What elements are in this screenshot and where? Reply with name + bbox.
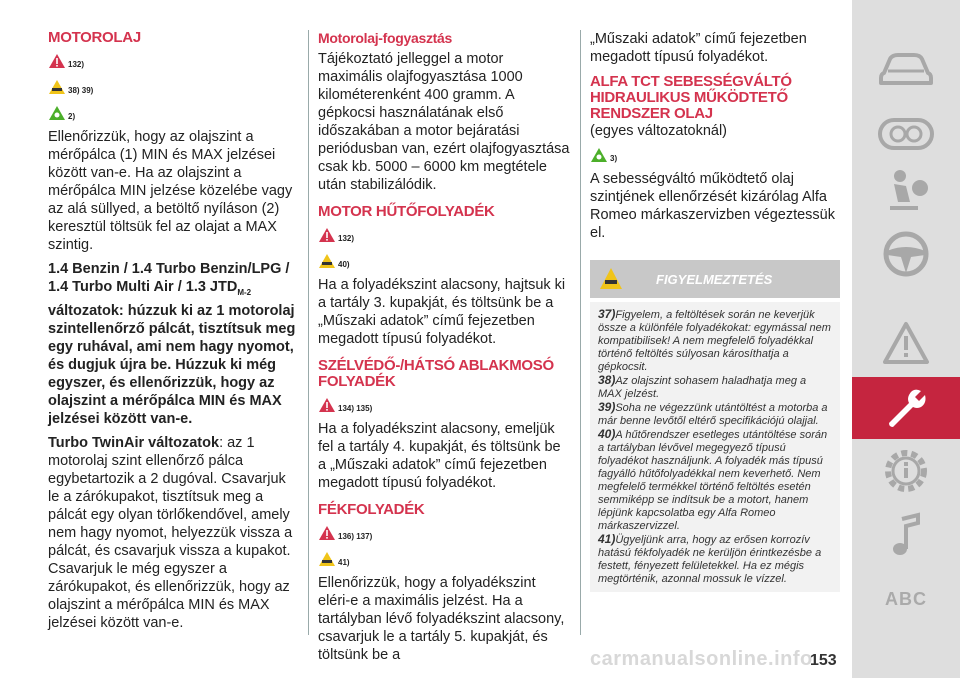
caution-ref-row: [318, 250, 570, 272]
paragraph: Ellenőrizzük, hogy a folyadékszint eléri-e a maximális jelzést. Ha a tartályban lévő folyadékszint alacsony, csavarjuk le a tartály 5. kupakját, és töltsünk be a: [318, 575, 565, 663]
note-item: [598, 428, 832, 533]
car-icon: [876, 49, 936, 89]
column-divider: [580, 30, 581, 635]
steering-wheel-icon: [881, 229, 931, 279]
dashboard-gauges-icon: [876, 114, 936, 154]
section-title-oil-consumption: Motorolaj-fogyasztás: [318, 30, 453, 46]
sidebar-item-technical-data[interactable]: [852, 440, 960, 502]
caution-ref-row: [48, 76, 296, 98]
note-text: Figyelem, a feltöltések során ne keverjük össze a különféle folyadékokat: egymással nem kompatibilisek! A nem megfelelő folyadékkal történő feltöltés súlyosan károsíthatja a gépkocsit.: [598, 309, 831, 373]
warning-box-header: [590, 260, 840, 298]
twinair-text: : az 1 motorolaj szint ellenőrző pálca egybetartozik a 2 dugóval. Csavarjuk le a zárókupakot, tisztítsuk meg a pálcát egy olyan törlőkendővel, amely nem hagy nyomot, helyezzük vissza a pálcát, és csavarjuk vissza a kupakot. Csavarjuk le még egyszer a zárókupakot, és ellenőrizzük, hogy az olajszint a mérőpálca MIN és MAX jelzései között van-e.: [48, 434, 293, 631]
music-note-icon: [886, 511, 926, 561]
sidebar-item-driving[interactable]: [852, 223, 960, 285]
red-warning-triangle-icon: [48, 53, 66, 69]
sidebar-item-multimedia[interactable]: [852, 505, 960, 567]
section-title-tct-oil: ALFA TCT SEBESSÉGVÁLTÓ HIDRAULIKUS MŰKÖDTETŐ RENDSZER OLAJ: [590, 73, 792, 122]
section-title-brake-fluid: FÉKFOLYADÉK: [318, 501, 425, 518]
section-title-coolant: MOTOR HŰTŐFOLYADÉK: [318, 203, 495, 220]
footnote-refs: 3): [610, 153, 618, 163]
index-abc-label: ABC: [885, 588, 927, 609]
footnote-refs: 132): [68, 59, 85, 69]
column-2: [318, 30, 570, 664]
note-number: 39): [598, 400, 616, 414]
paragraph: Ha a folyadékszint alacsony, emeljük fel a tartály 4. kupakját, és töltsünk be a „Műszaki adatok” című fejezetben megadott típusú folyadékot.: [318, 421, 561, 491]
models-heading: [48, 260, 296, 302]
column-divider: [308, 30, 309, 635]
note-item: [598, 533, 832, 586]
note-text: Ügyeljünk arra, hogy az erősen korrozív hatású fékfolyadék ne kerüljön érintkezésbe a festett, fényezett felületekkel. Ha ez mégis megtörténik, azonnal mossuk le vízzel.: [598, 534, 822, 585]
footnote-refs: 134) 135): [338, 403, 373, 413]
footnote-refs: 41): [338, 557, 350, 567]
warning-box-body: [590, 302, 840, 592]
sidebar-item-car[interactable]: [852, 38, 960, 100]
environment-ref-row: [48, 102, 296, 124]
warning-ref-row: [48, 50, 296, 72]
green-environment-triangle-icon: [590, 147, 608, 163]
green-environment-triangle-icon: [48, 105, 66, 121]
footnote-refs: 2): [68, 111, 76, 121]
paragraph-twinair: [48, 434, 296, 632]
paragraph: A sebességváltó működtető olaj szintjének ellenőrzését kizárólag Alfa Romeo márkaszervizben végeztessük el.: [590, 171, 835, 241]
sidebar-item-warnings[interactable]: [852, 312, 960, 374]
paragraph: Ha a folyadékszint alacsony, hajtsuk ki a tartály 3. kupakját, és töltsünk be a „Műszaki adatok” című fejezetben megadott típusú folyadékot.: [318, 277, 566, 347]
sidebar-item-index[interactable]: [852, 568, 960, 630]
note-number: 38): [598, 373, 616, 387]
paragraph: Tájékoztató jelleggel a motor maximális olajfogyasztása 1000 kilométerenként 400 gramm. A gépkocsi használatának első időszakában a motor bejáratási periódusban van, ezért olajfogyasztása csak kb. 5000 – 6000 km megtétele után stabilizálódik.: [318, 51, 570, 193]
wrench-icon: [881, 383, 931, 433]
sidebar-item-safety[interactable]: [852, 160, 960, 222]
note-text: A hűtőrendszer esetleges utántöltése során a tartályban lévővel megegyező típusú folyadékot használjunk. A folyadék más típusú fagyálló hűtőfolyadékkal nem keverhető. Nem megfelelő termékkel történő feltöltés esetén semmiképp se indítsuk be a motort, hanem lépjünk kapcsolatba egy Alfa Romeo márkaszervizzel.: [598, 429, 828, 532]
warning-ref-row: [318, 224, 570, 246]
note-item: [598, 308, 832, 374]
airbag-passenger-icon: [876, 166, 936, 216]
paragraph: „Műszaki adatok” című fejezetben megadott típusú folyadékot.: [590, 31, 807, 65]
note-item: [598, 374, 832, 401]
footnote-refs: 136) 137): [338, 531, 373, 541]
note-number: 41): [598, 532, 616, 546]
note-text: Soha ne végezzünk utántöltést a motorba a már benne levőtől eltérő specifikációjú olajjal.: [598, 402, 828, 427]
section-title-motorolaj: MOTOROLAJ: [48, 29, 141, 46]
red-warning-triangle-icon: [318, 397, 336, 413]
warning-box-title: FIGYELMEZTETÉS: [656, 271, 773, 287]
footnote-refs: 40): [338, 259, 350, 269]
sidebar-item-dashboard[interactable]: [852, 103, 960, 165]
page-number: 153: [810, 652, 837, 669]
models-heading-sub: M-2: [237, 287, 252, 297]
red-warning-triangle-icon: [318, 227, 336, 243]
column-1: [48, 30, 296, 632]
note-item: [598, 401, 832, 428]
column-3: [590, 30, 840, 592]
models-heading-text: 1.4 Benzin / 1.4 Turbo Benzin/LPG / 1.4 Turbo Multi Air / 1.3 JTD: [48, 261, 290, 295]
yellow-caution-triangle-icon: [318, 253, 336, 269]
note-text: Az olajszint sohasem haladhatja meg a MAX jelzést.: [598, 375, 807, 400]
sidebar-item-maintenance[interactable]: [852, 377, 960, 439]
watermark-text: carmanualsonline.info: [590, 648, 813, 670]
yellow-caution-triangle-icon: [318, 551, 336, 567]
warning-ref-row: [318, 522, 570, 544]
warning-ref-row: [318, 394, 570, 416]
footnote-refs: 38) 39): [68, 85, 94, 95]
chapter-sidebar: [852, 0, 960, 678]
environment-ref-row: [590, 144, 840, 166]
note-number: 40): [598, 427, 616, 441]
footnote-refs: 132): [338, 233, 355, 243]
paragraph-bold: változatok: húzzuk ki az 1 motorolaj szintellenőrző pálcát, tisztítsuk meg egy ruhával, ami nem hagy nyomot, és dugjuk újra be. Húzzuk ki még egyszer, és ellenőrizzük, hogy az olajszint a mérőpálca MIN és MAX jelzései között van-e.: [48, 302, 296, 427]
section-subtitle: (egyes változatoknál): [590, 123, 728, 139]
twinair-heading: Turbo TwinAir változatok: [48, 434, 220, 451]
section-title-washer-fluid: SZÉLVÉDŐ-/HÁTSÓ ABLAKMOSÓ FOLYADÉK: [318, 357, 554, 390]
red-warning-triangle-icon: [318, 525, 336, 541]
gear-info-icon: [881, 446, 931, 496]
caution-ref-row: [318, 548, 570, 570]
warning-triangle-icon: [881, 320, 931, 366]
yellow-caution-triangle-icon: [48, 79, 66, 95]
paragraph: Ellenőrizzük, hogy az olajszint a mérőpálca (1) MIN és MAX jelzései között van-e. Ha az olajszint a mérőpálca MIN jelzése közelébe vagy az alá süllyed, a betöltő nyíláson (2) keresztül töltsük fel az olajat a MAX szintig.: [48, 129, 293, 253]
note-number: 37): [598, 307, 616, 321]
caution-triangle-icon: [598, 266, 624, 292]
